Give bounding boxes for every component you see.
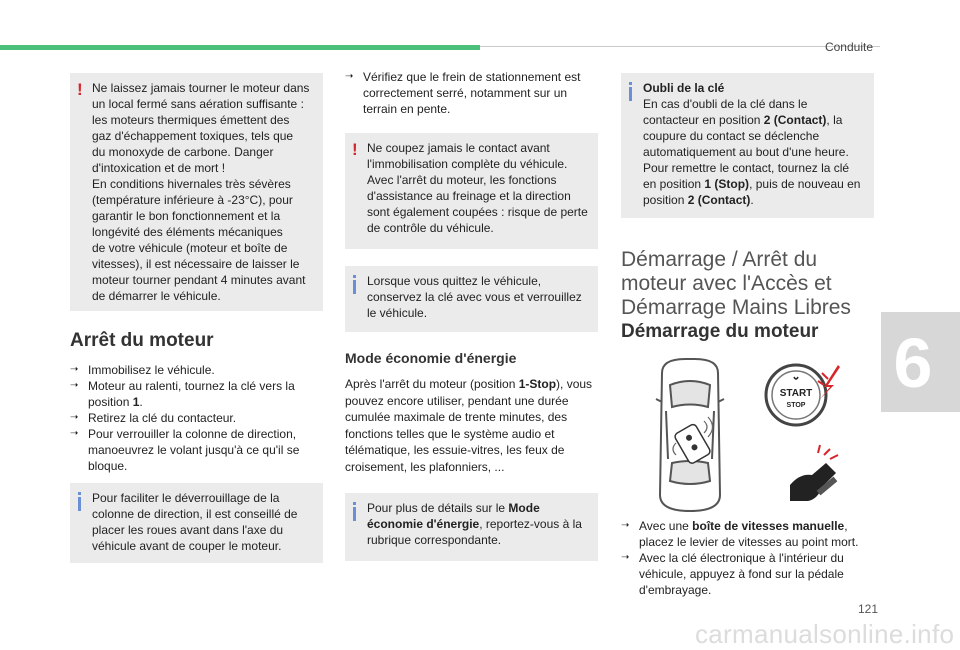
text-line: d'intoxication et de mort ! xyxy=(92,161,226,175)
text-line: garantir le bon fonctionnement et la xyxy=(92,209,281,223)
text-line: Avec l'arrêt du moteur, les fonctions xyxy=(367,173,557,187)
start-label: START xyxy=(779,388,813,399)
info-text xyxy=(367,273,588,321)
parking-brake-step xyxy=(345,69,593,117)
heading-energy-saving-mode: Mode économie d'énergie xyxy=(345,350,517,366)
text-line: conservez la clé avec vous et verrouillez xyxy=(367,290,582,304)
warning-box-exhaust xyxy=(70,73,323,311)
info-box-steering xyxy=(70,483,323,563)
stop-label: STOP xyxy=(786,402,806,409)
text-line: Pour faciliter le déverrouillage de la xyxy=(92,491,280,505)
text-line: un local fermé sans aération suffisante : xyxy=(92,97,304,111)
start-stop-button-icon xyxy=(766,365,826,425)
watermark: carmanualsonline.info xyxy=(695,619,955,649)
text-line: En conditions hivernales très sévères xyxy=(92,177,291,191)
warning-icon: ! xyxy=(352,140,358,159)
text-line: Ne coupez jamais le contact avant xyxy=(367,141,550,155)
info-icon xyxy=(629,82,638,101)
info-icon xyxy=(353,275,362,294)
text-line: de votre véhicule (moteur et boîte de xyxy=(92,241,288,255)
info-text: Pour plus de détails sur le Mode économie d'énergie, reportez-vous à la rubrique correspondante. xyxy=(367,501,582,547)
warning-box-ignition xyxy=(345,133,598,249)
list-item: ➝ Moteur au ralenti, tournez la clé vers la position 1. xyxy=(70,379,295,409)
engine-stop-steps xyxy=(70,362,318,474)
header-accent-bar xyxy=(0,45,480,50)
text-line: de démarrer le véhicule. xyxy=(92,289,221,303)
chapter-section-title xyxy=(621,248,881,320)
text-line: vitesses), il est nécessaire de laisser le xyxy=(92,257,300,271)
text-line: les moteurs thermiques émettent des xyxy=(92,113,290,127)
list-item: ➝ Vérifiez que le frein de stationnement est correctement serré, notamment sur un terrain en pente. xyxy=(345,70,581,116)
warning-text xyxy=(367,140,588,236)
text-line: véhicule avant de couper le moteur. xyxy=(92,539,282,553)
text-line: Démarrage / Arrêt du xyxy=(621,248,818,271)
list-item: ➝ Avec la clé électronique à l'intérieur du véhicule, appuyez à fond sur la pédale d'embrayage. xyxy=(621,551,844,597)
info-paragraph-2: Pour remettre le contact, tournez la clé en position 1 (Stop), puis de nouveau en position 2 (Contact). xyxy=(643,161,861,207)
arrow-bullet-icon: ➝ xyxy=(70,380,79,391)
info-icon xyxy=(353,502,362,521)
info-box-key xyxy=(345,266,598,332)
engine-start-steps xyxy=(621,518,871,598)
list-item: ➝ Immobilisez le véhicule. xyxy=(70,363,215,377)
chapter-number: 6 xyxy=(893,324,933,402)
page-number: 121 xyxy=(857,602,878,616)
text-line: sont également coupées : risque de perte xyxy=(367,205,588,219)
text-line: du monoxyde de carbone. Danger xyxy=(92,145,274,159)
text-line: colonne de direction, il est conseillé de xyxy=(92,507,298,521)
arrow-bullet-icon: ➝ xyxy=(70,428,79,439)
info-paragraph-1: En cas d'oubli de la clé dans le contacteur en position 2 (Contact), la coupure du contact se déclenche automatiquement au bout d'une heure. xyxy=(643,97,849,159)
arrow-bullet-icon: ➝ xyxy=(621,520,630,531)
info-title: Oubli de la clé xyxy=(643,81,725,95)
info-box-forgotten-key xyxy=(621,73,874,218)
keyless-start-illustration xyxy=(640,355,850,515)
text-line: le véhicule. xyxy=(367,306,428,320)
warning-icon: ! xyxy=(77,80,83,99)
info-text xyxy=(92,490,313,554)
arrow-bullet-icon: ➝ xyxy=(621,552,630,563)
text-line: de contrôle du véhicule. xyxy=(367,221,494,235)
text-line: (température inférieure à -23°C), pour xyxy=(92,193,293,207)
text-line: moteur tourner pendant 4 minutes avant xyxy=(92,273,306,287)
arrow-bullet-icon: ➝ xyxy=(345,71,354,82)
text-line: Lorsque vous quittez le véhicule, xyxy=(367,274,542,288)
list-item: ➝ Retirez la clé du contacteur. xyxy=(70,411,237,425)
warning-text xyxy=(92,80,313,304)
heading-engine-start: Démarrage du moteur xyxy=(621,321,819,342)
text-line: l'immobilisation complète du véhicule. xyxy=(367,157,568,171)
section-title: Conduite xyxy=(824,40,873,54)
header-rule xyxy=(480,46,880,47)
energy-saving-paragraph: Après l'arrêt du moteur (position 1-Stop), vous pouvez encore utiliser, pendant une durée cumulée maximale de trente minutes, des fonctions telles que le système audio et télématique, les essuie-vitres, les feux de croisement, les plafonniers, ... xyxy=(345,377,593,474)
text-line: Démarrage Mains Libres xyxy=(621,296,851,319)
heading-engine-stop: Arrêt du moteur xyxy=(70,330,214,351)
arrow-bullet-icon: ➝ xyxy=(70,412,79,423)
text-line: Ne laissez jamais tourner le moteur dans xyxy=(92,81,310,95)
key-fob-icon xyxy=(673,417,713,465)
foot-on-pedal-icon xyxy=(790,445,838,501)
info-icon xyxy=(78,492,87,511)
arrow-bullet-icon: ➝ xyxy=(70,364,79,375)
list-item: ➝ Pour verrouiller la colonne de direction, manoeuvrez le volant jusqu'à ce qu'il se bloque. xyxy=(70,427,300,473)
text-line: moteur avec l'Accès et xyxy=(621,272,832,295)
text-line: gaz d'échappement toxiques, tels que xyxy=(92,129,294,143)
text-line: placer les roues avant dans l'axe du xyxy=(92,523,284,537)
info-box-energy-saving xyxy=(345,493,598,561)
text-line: longévité des éléments mécaniques xyxy=(92,225,283,239)
list-item: ➝ Avec une boîte de vitesses manuelle, placez le levier de vitesses au point mort. xyxy=(621,519,859,549)
text-line: d'assistance au freinage et la direction xyxy=(367,189,571,203)
